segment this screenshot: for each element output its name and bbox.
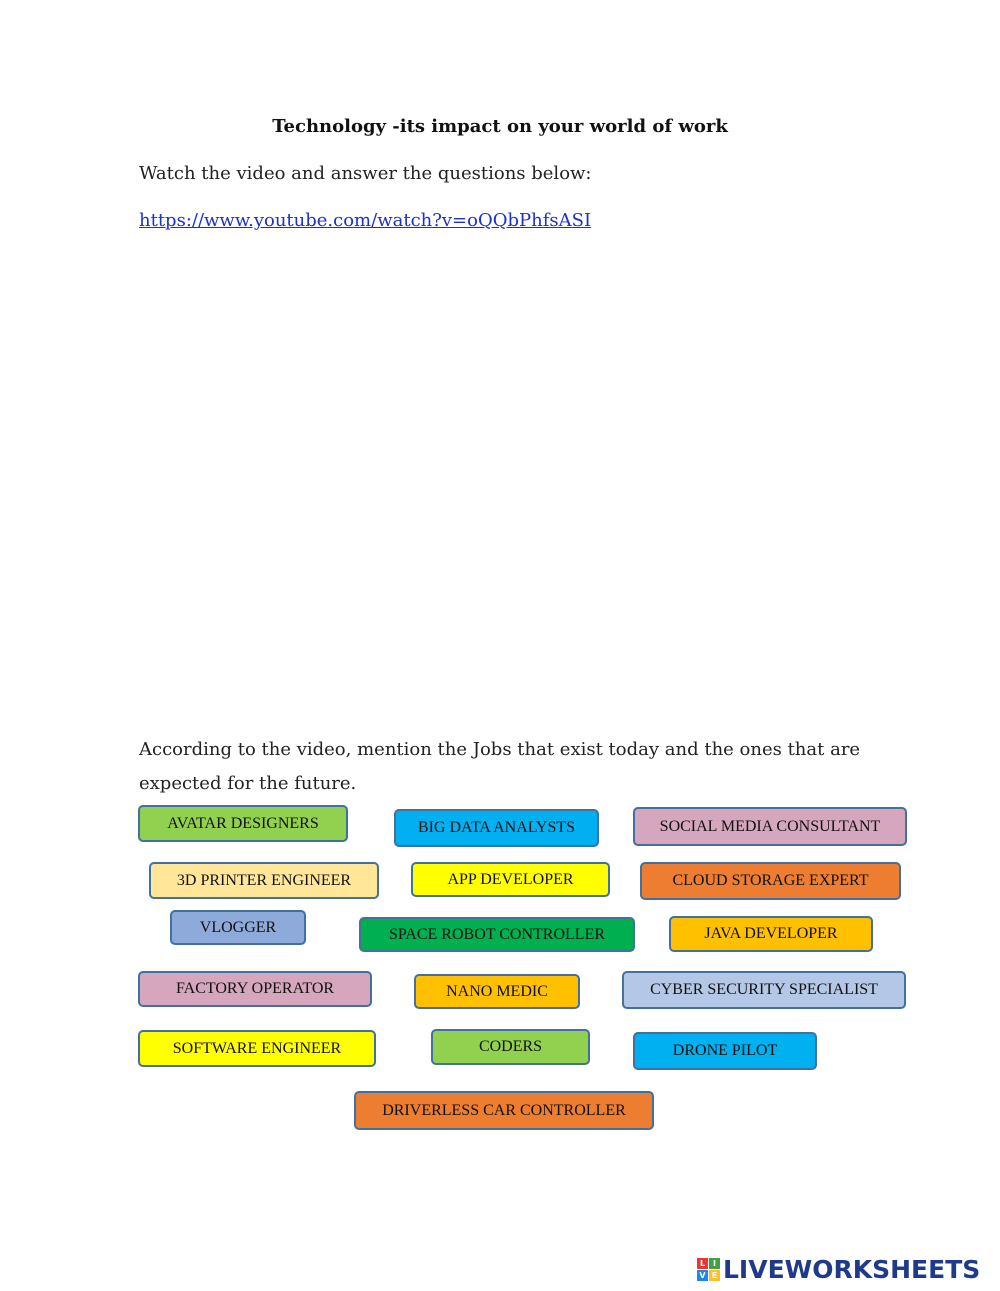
job-chip-label: DRONE PILOT [672,1042,778,1059]
job-chip-label: 3D PRINTER ENGINEER [176,871,352,889]
job-chip-label: APP DEVELOPER [447,870,574,888]
job-chip-factory-operator[interactable] [138,971,372,1007]
job-chip-label: AVATAR DESIGNERS [167,814,319,832]
job-chip-label: CODERS [478,1038,543,1055]
video-link[interactable]: https://www.youtube.com/watch?v=oQQbPhfsASI [139,210,592,231]
job-chip-label: BIG DATA ANALYSTS [417,819,576,836]
job-chip-cyber-security-specialist[interactable] [622,971,906,1009]
liveworksheets-logo-text: LIVEWORKSHEETS [723,1254,981,1284]
job-chip-driverless-car-controller[interactable] [354,1091,654,1130]
job-chip-cloud-storage-expert[interactable] [640,862,901,900]
job-chip-label: JAVA DEVELOPER [704,925,838,942]
job-chip-coders[interactable] [431,1029,590,1065]
logo-mark-cell: V [697,1270,708,1281]
job-chip-3d-printer-engineer[interactable] [149,862,379,899]
job-chip-label: CYBER SECURITY SPECIALIST [650,981,878,998]
job-chip-label: CLOUD STORAGE EXPERT [672,872,869,889]
job-chip-avatar-designers[interactable] [138,805,348,842]
liveworksheets-logo-icon [697,1258,720,1281]
job-chip-social-media-consultant[interactable] [633,807,907,846]
job-chip-java-developer[interactable] [669,916,873,952]
job-chip-app-developer[interactable] [411,862,610,897]
worksheet-title: Technology -its impact on your world of work [272,116,728,137]
job-chip-label: NANO MEDIC [446,982,548,1000]
job-chip-label: VLOGGER [199,918,277,936]
job-chip-space-robot-controller[interactable] [359,917,635,952]
logo-mark-cell: E [709,1270,720,1281]
logo-mark-cell: L [697,1258,708,1269]
job-chip-label: DRIVERLESS CAR CONTROLLER [382,1101,626,1119]
logo-mark-cell: I [709,1258,720,1269]
job-chip-label: FACTORY OPERATOR [175,980,335,997]
job-chip-nano-medic[interactable] [414,974,580,1009]
job-chip-big-data-analysts[interactable] [394,809,599,847]
job-chip-vlogger[interactable] [170,910,306,945]
liveworksheets-logo [697,1253,980,1285]
instruction-text: Watch the video and answer the questions below: [139,163,592,184]
question-text: According to the video, mention the Jobs that exist today and the ones that are expected for the future. [139,739,861,794]
job-chip-software-engineer[interactable] [138,1030,376,1067]
job-chip-label: SOFTWARE ENGINEER [172,1039,342,1057]
job-chip-label: SPACE ROBOT CONTROLLER [388,925,606,943]
job-chip-drone-pilot[interactable] [633,1032,817,1070]
job-chip-label: SOCIAL MEDIA CONSULTANT [659,817,881,835]
